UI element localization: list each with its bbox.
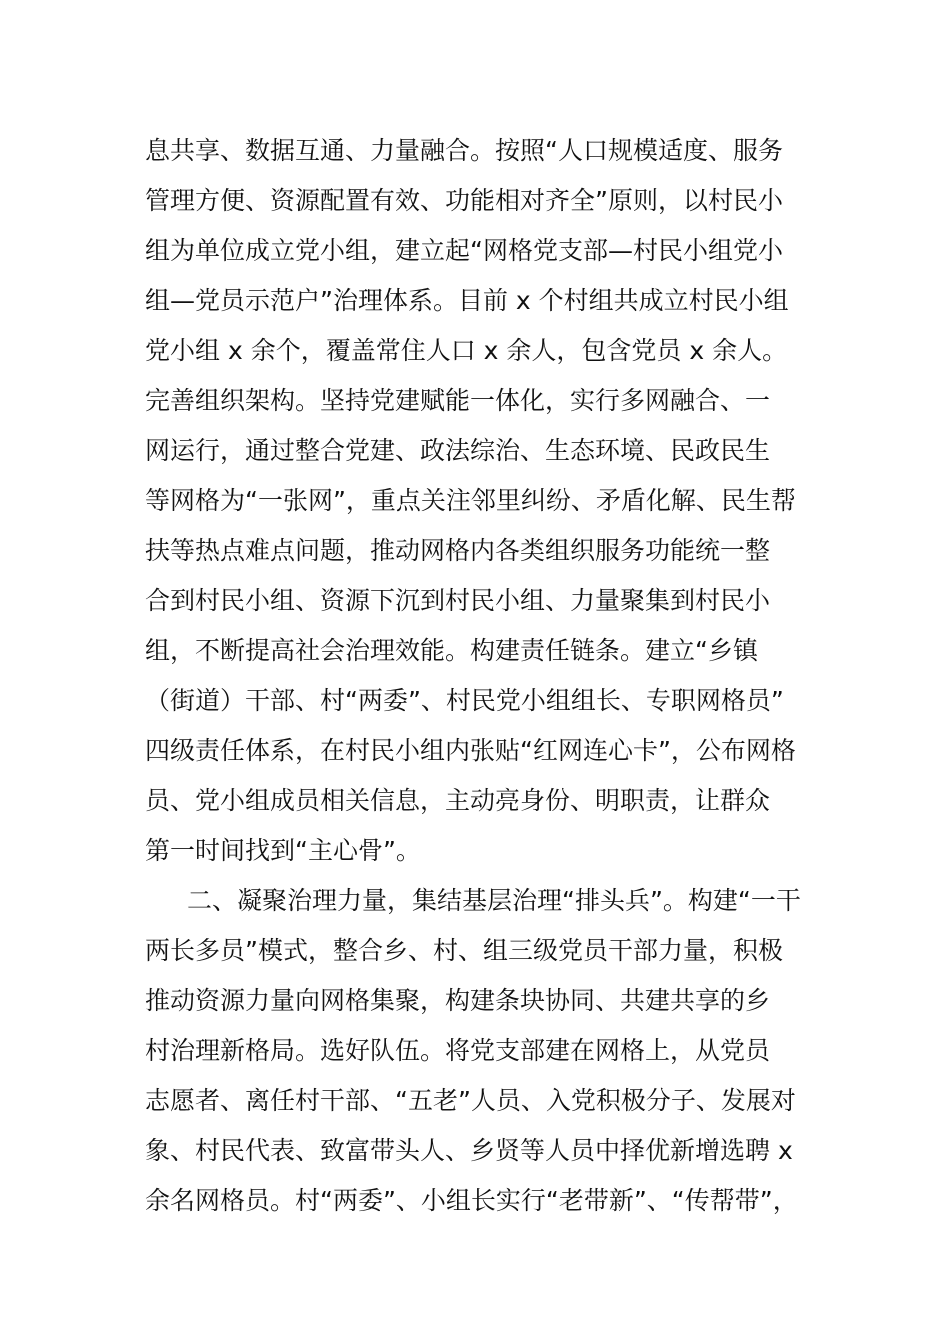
text-line: 四级责任体系，在村民小组内张贴“红网连心卡”，公布网格 (145, 736, 796, 765)
text-line: 象、村民代表、致富带头人、乡贤等人员中择优新增选聘 x (145, 1136, 793, 1165)
text-line: 党小组 x 余个，覆盖常住人口 x 余人，包含党员 x 余人。 (145, 336, 788, 365)
text-line: 网运行，通过整合党建、政法综治、生态环境、民政民生 (145, 436, 771, 465)
text-line: 组，不断提高社会治理效能。构建责任链条。建立“乡镇 (145, 636, 758, 665)
text-line: 合到村民小组、资源下沉到村民小组、力量聚集到村民小 (145, 586, 771, 615)
text-line: 息共享、数据互通、力量融合。按照“人口规模适度、服务 (145, 136, 783, 165)
text-line: 组—党员示范户”治理体系。目前 x 个村组共成立村民小组 (145, 286, 789, 315)
body-text (145, 126, 815, 1226)
text-line: 员、党小组成员相关信息，主动亮身份、明职责，让群众 (145, 786, 771, 815)
text-line: 等网格为“一张网”，重点关注邻里纠纷、矛盾化解、民生帮 (145, 486, 796, 515)
text-line: 第一时间找到“主心骨”。 (145, 836, 421, 865)
text-line: 村治理新格局。选好队伍。将党支部建在网格上，从党员 (145, 1036, 771, 1065)
text-line: 管理方便、资源配置有效、功能相对齐全”原则，以村民小 (145, 186, 783, 215)
text-line: 推动资源力量向网格集聚，构建条块协同、共建共享的乡 (145, 986, 771, 1015)
section-heading-line: 二、凝聚治理力量，集结基层治理“排头兵”。构建“一干 (187, 886, 801, 915)
text-line: 两长多员”模式，整合乡、村、组三级党员干部力量，积极 (145, 936, 783, 965)
text-line: 余名网格员。村“两委”、小组长实行“老带新”、“传帮带”， (145, 1186, 798, 1215)
text-line: 扶等热点难点问题，推动网格内各类组织服务功能统一整 (145, 536, 771, 565)
text-line: （街道）干部、村“两委”、村民党小组组长、专职网格员” (145, 686, 784, 715)
text-line: 组为单位成立党小组，建立起“网格党支部—村民小组党小 (145, 236, 783, 265)
text-line: 完善组织架构。坚持党建赋能一体化，实行多网融合、一 (145, 386, 771, 415)
text-line: 志愿者、离任村干部、“五老”人员、入党积极分子、发展对 (145, 1086, 796, 1115)
